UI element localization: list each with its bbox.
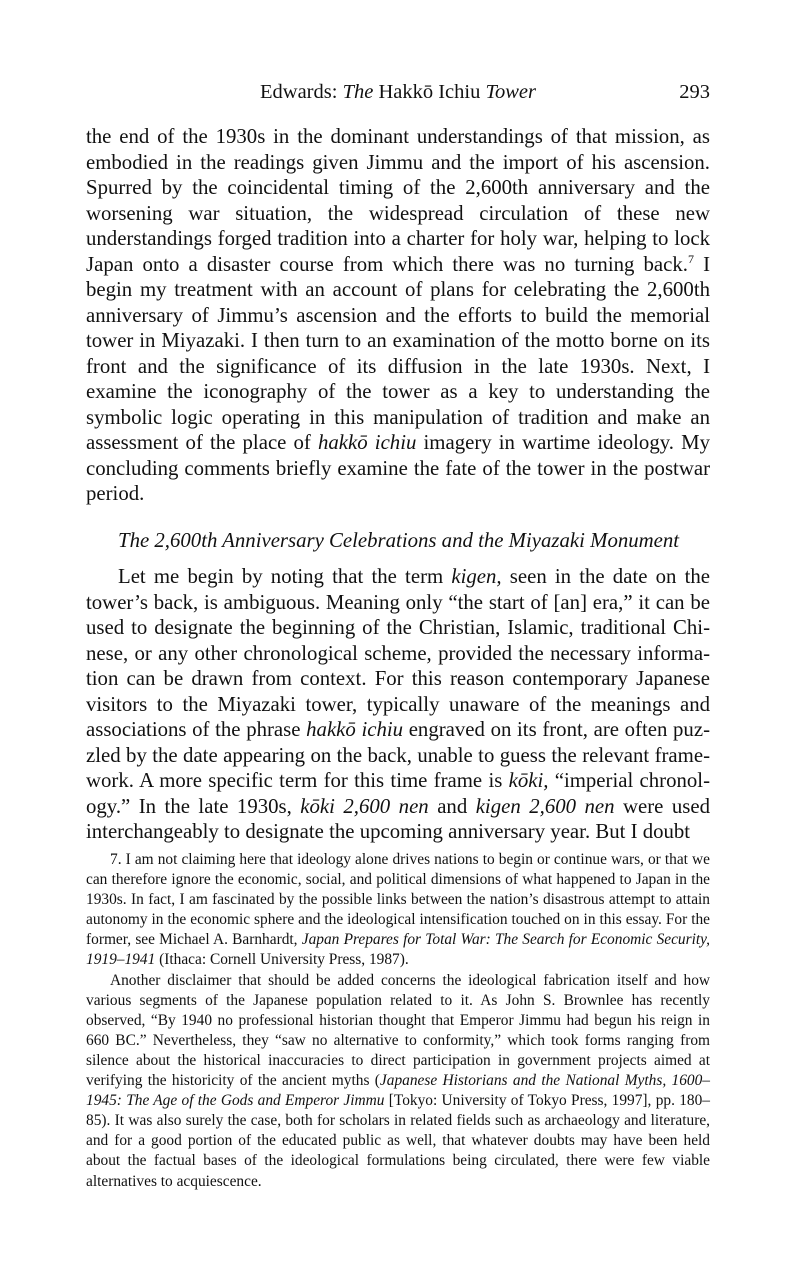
paragraph-2-text-d: “imperial chronology.” In the late 1930s, [86,769,710,818]
term-hakko-ichiu-2: hakkō ichiu [306,718,404,741]
footnote-7-text-b: (Ithaca: Cornell University Press, 1987). [155,951,409,969]
paragraph-1 [86,124,710,507]
term-koki: kōki, [508,769,549,792]
main-text [86,124,710,845]
paragraph-1-text-b: I begin my treatment with an account of plans for celebrating the 2,600th anniversary of Jimmu’s ascension and the efforts to build the memorial tower in Miyazaki. I then turn to an examination of the motto borne on its front and the significance of its diffusion in the late 1930s. Next, I examine the iconography of the tower as a key to understanding the symbolic logic operating in this manipulation of tradition and make an assessment of the place of [86,252,710,454]
header-title-roman: Hakkō Ichiu [378,81,481,103]
footnote-7-continued [86,971,710,1192]
header-title-italic-2: Tower [485,81,536,103]
paragraph-1-text-a: the end of the 1930s in the dominant understandings of that mission, as embodied in the readings given Jimmu and the import of his ascension. Spurred by the coincidental timing of the 2,600th anniversary and the worsening war situation, the widespread circulation of these new understandings forged tradition into a charter for holy war, helping to lock Japan onto a disaster course from which there was no turning back. [86,125,710,276]
paragraph-2-text-b: seen in the date on the tower’s back, is ambiguous. Meaning only “the start of [an] era,” it can be used to designate the beginning of the Christian, Islamic, traditional Chinese, or any other chronological scheme, provided the necessary information can be drawn from context. For this reason contemporary Japanese visitors to the Miyazaki tower, typically unaware of the meanings and associations of the phrase [86,565,710,741]
page-number: 293 [679,81,710,103]
term-hakko-ichiu: hakkō ichiu [318,431,417,454]
running-header [86,78,710,106]
section-heading: The 2,600th Anniversary Celebrations and the Miyazaki Monument [118,528,680,552]
header-author: Edwards: [260,81,338,103]
footnote-7-cont-book-title: Japanese Historians and the National Myths, 1600–1945: The Age of the Gods and Emperor Jimmu [86,1072,711,1110]
footnote-7-cont-text-b: [Tokyo: University of Tokyo Press, 1997], pp. 180–85). It was also surely the case, both for scholars in related fields such as archaeology and literature, and for a good portion of the educated public as well, that whatever doubts may have been held about the factual bases of the ideological formulations being circulated, there were few viable alternatives to acquiescence. [86,1092,710,1190]
paragraph-2-text-c: engraved on its front, are often puzzled by the date appearing on the back, unable to guess the relevant framework. A more specific term for this time frame is [86,718,710,792]
paragraph-1-text-c: imagery in wartime ideology. My concluding comments briefly examine the fate of the tower in the postwar period. [86,431,710,505]
paragraph-2-text-f: were used interchangeably to designate the upcoming anniversary year. But I doubt [86,794,710,843]
footnote-7-text-a: 7. I am not claiming here that ideology alone drives nations to begin or continue wars, or that we can therefore ignore the economic, social, and political dimensions of what happened to Japan in the 1930s. In fact, I am fascinated by the possible links between the nation’s disastrous attempt to attain autonomy in the economic sphere and the ideological intensification touched on in this essay. For the former, see Michael A. Barnhardt, [86,851,710,949]
footnote-7-book-title: Japan Prepares for Total War: The Search for Economic Security, 1919–1941 [86,931,710,969]
paragraph-2-text-a: Let me begin by noting that the term [118,565,452,588]
paragraph-2 [86,564,710,845]
term-koki-nen: kōki 2,600 nen [300,794,429,818]
header-title-italic: The [342,81,374,103]
term-kigen: kigen, [451,565,502,588]
footnote-7 [86,850,710,971]
footnote-ref-7: 7 [687,251,694,266]
footnotes [86,850,710,1192]
running-title [86,78,710,106]
paragraph-2-text-e: and [428,794,476,818]
term-kigen-nen: kigen 2,600 nen [475,794,615,818]
footnote-7-cont-text-a: Another disclaimer that should be added concerns the ideological fabrication itself and how various segments of the Japanese population related to it. As John S. Brownlee has recently observed, “By 1940 no professional historian thought that Emperor Jimmu had begun his reign in 660 BC.” Nevertheless, they “saw no alternative to conformity,” which took forms ranging from silence about the historical inaccuracies to direct participation in government projects aimed at verifying the historicity of the ancient myths ( [86,971,710,1090]
